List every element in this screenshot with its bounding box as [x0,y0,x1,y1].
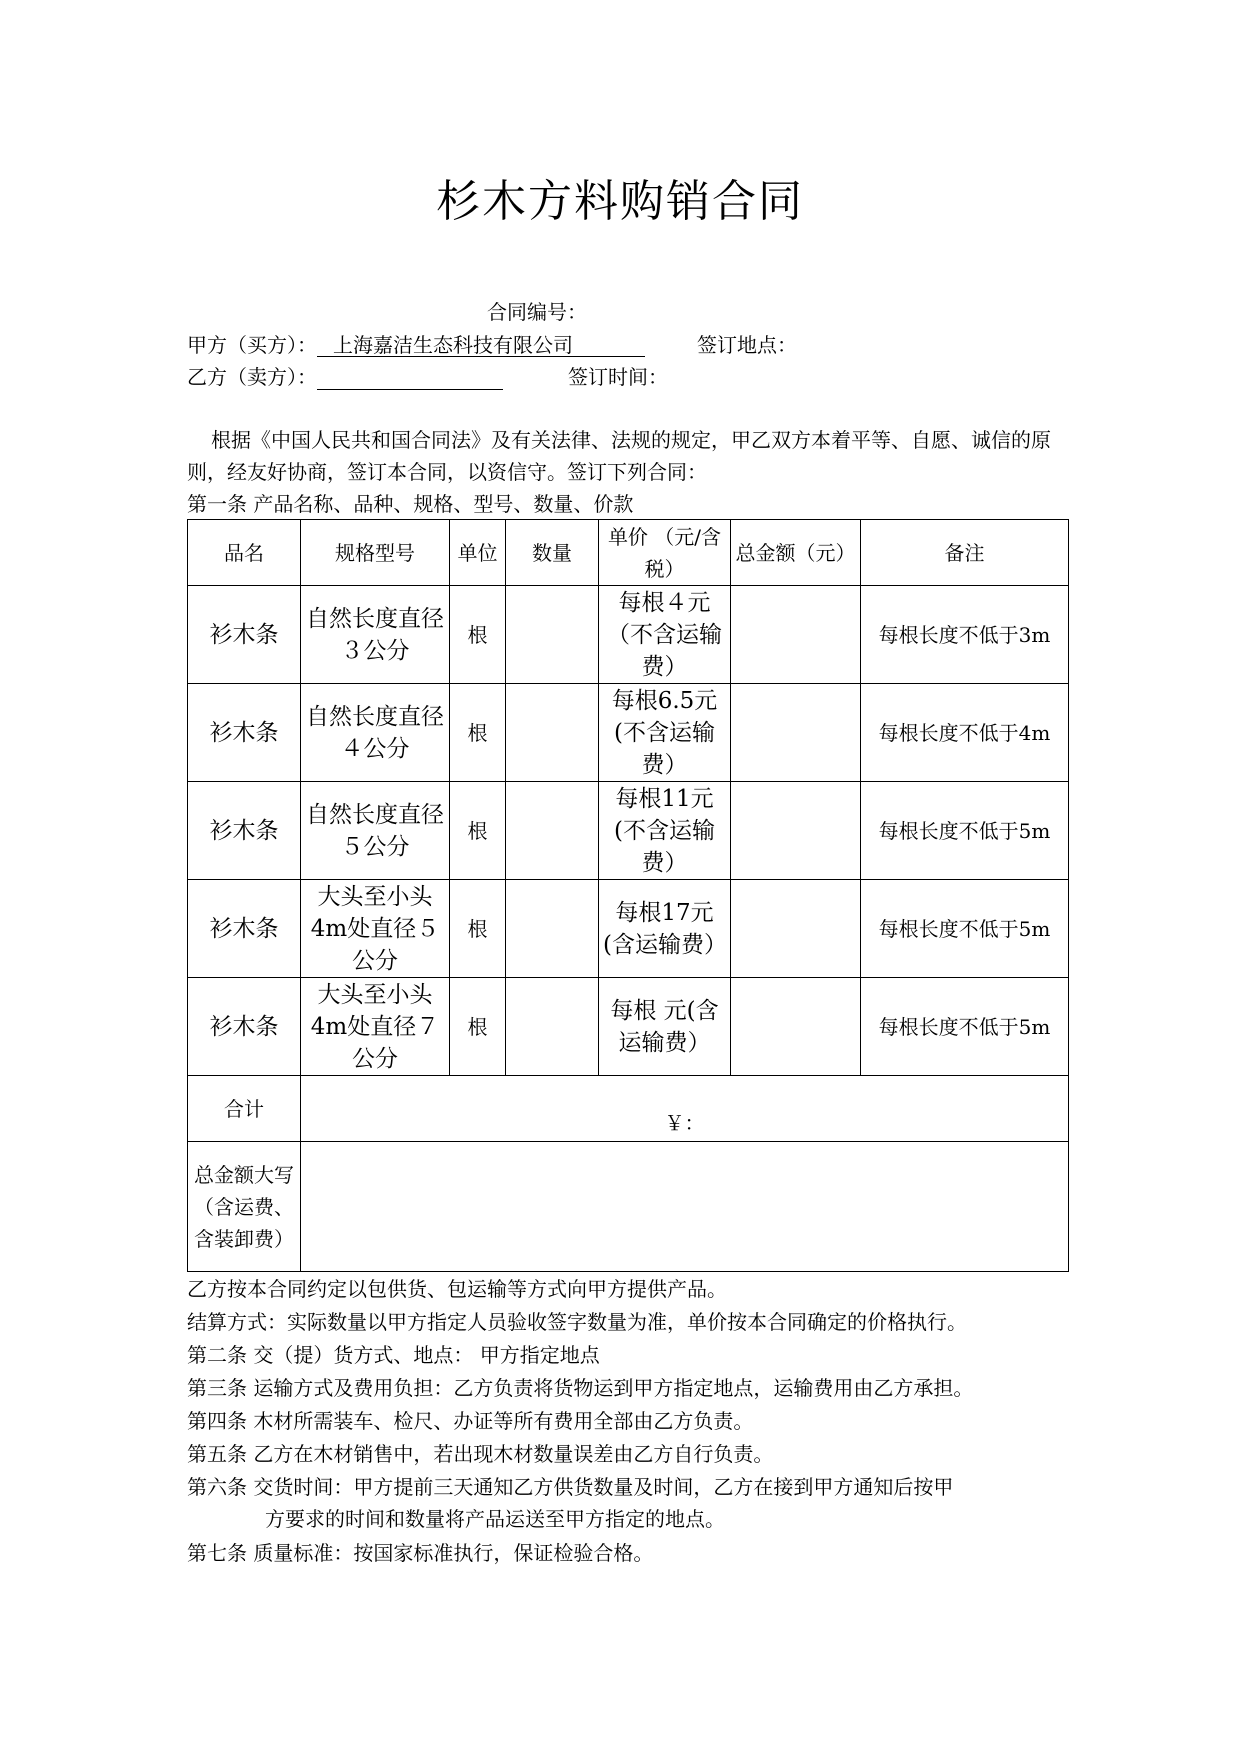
cell-spec: 自然长度直径５公分 [301,782,450,880]
contract-no-label: 合同编号： [487,300,587,324]
header-name: 品名 [188,520,301,586]
cell-spec: 自然长度直径３公分 [301,586,450,684]
cell-note: 每根长度不低于5m [861,880,1069,978]
cell-total [731,782,861,880]
cell-unit: 根 [450,684,506,782]
cell-unit: 根 [450,586,506,684]
cell-qty [506,586,599,684]
total-row [188,1076,1069,1142]
article-5: 第五条 乙方在木材销售中，若出现木材数量误差由乙方自行负责。 [187,1442,774,1466]
cell-unit: 根 [450,782,506,880]
party-a-label: 甲方（买方）： [187,333,317,357]
party-a-line [187,329,645,358]
table-row [188,880,1069,978]
header-spec: 规格型号 [301,520,450,586]
cell-note: 每根长度不低于5m [861,978,1069,1076]
total-value: ￥： [301,1076,1069,1142]
article-6: 第六条 交货时间：甲方提前三天通知乙方供货数量及时间，乙方在接到甲方通知后按甲 [187,1475,954,1499]
cell-note: 每根长度不低于3m [861,586,1069,684]
cell-price: 每根11元(不含运输费） [599,782,731,880]
cell-name: 衫木条 [188,978,301,1076]
term-line: 乙方按本合同约定以包供货、包运输等方式向甲方提供产品。 [187,1277,727,1301]
cell-total [731,684,861,782]
cell-total [731,586,861,684]
cell-spec: 自然长度直径４公分 [301,684,450,782]
cell-unit: 根 [450,880,506,978]
article-3: 第三条 运输方式及费用负担：乙方负责将货物运到甲方指定地点，运输费用由乙方承担。 [187,1376,974,1400]
table-row [188,586,1069,684]
cell-qty [506,684,599,782]
sign-time-label: 签订时间： [568,365,668,389]
header-price: 单价 （元/含税） [599,520,731,586]
cell-name: 衫木条 [188,586,301,684]
capital-label: 总金额大写（含运费、含装卸费） [188,1142,301,1272]
cell-qty [506,782,599,880]
cell-qty [506,880,599,978]
cell-price: 每根 元(含运输费） [599,978,731,1076]
cell-note: 每根长度不低于4m [861,684,1069,782]
article-4: 第四条 木材所需装车、检尺、办证等所有费用全部由乙方负责。 [187,1409,754,1433]
cell-unit: 根 [450,978,506,1076]
capital-value [301,1142,1069,1272]
sign-place-label: 签订地点： [697,333,797,357]
header-note: 备注 [861,520,1069,586]
document-title: 杉木方料购销合同 [436,176,804,227]
party-b-value-blank [317,367,503,390]
cell-total [731,978,861,1076]
product-table [187,519,1069,1272]
capital-row [188,1142,1069,1272]
cell-total [731,880,861,978]
cell-name: 衫木条 [188,684,301,782]
article-1-heading: 第一条 产品名称、品种、规格、型号、数量、价款 [187,492,634,516]
preamble-paragraph: 根据《中国人民共和国合同法》及有关法律、法规的规定，甲乙双方本着平等、自愿、诚信的原则，经友好协商，签订本合同，以资信守。签订下列合同： [187,428,1051,484]
header-unit: 单位 [450,520,506,586]
party-b-label: 乙方（卖方）： [187,365,317,389]
table-row [188,684,1069,782]
cell-note: 每根长度不低于5m [861,782,1069,880]
party-a-value: 上海嘉洁生态科技有限公司 [317,334,645,357]
cell-qty [506,978,599,1076]
header-total: 总金额（元） [731,520,861,586]
party-b-line [187,361,503,390]
article-6-continued: 方要求的时间和数量将产品运送至甲方指定的地点。 [265,1507,725,1531]
term-line: 结算方式：实际数量以甲方指定人员验收签字数量为准，单价按本合同确定的价格执行。 [187,1310,967,1334]
cell-price: 每根6.5元(不含运输费） [599,684,731,782]
cell-price: 每根17元(含运输费） [599,880,731,978]
article-2: 第二条 交（提）货方式、地点： 甲方指定地点 [187,1343,600,1367]
table-row [188,782,1069,880]
article-7: 第七条 质量标准：按国家标准执行，保证检验合格。 [187,1541,654,1565]
cell-name: 衫木条 [188,782,301,880]
cell-price: 每根４元（不含运输费） [599,586,731,684]
total-label: 合计 [188,1076,301,1142]
cell-spec: 大头至小头4m处直径７公分 [301,978,450,1076]
cell-name: 衫木条 [188,880,301,978]
table-row [188,978,1069,1076]
cell-spec: 大头至小头4m处直径５公分 [301,880,450,978]
header-qty: 数量 [506,520,599,586]
table-header-row [188,520,1069,586]
